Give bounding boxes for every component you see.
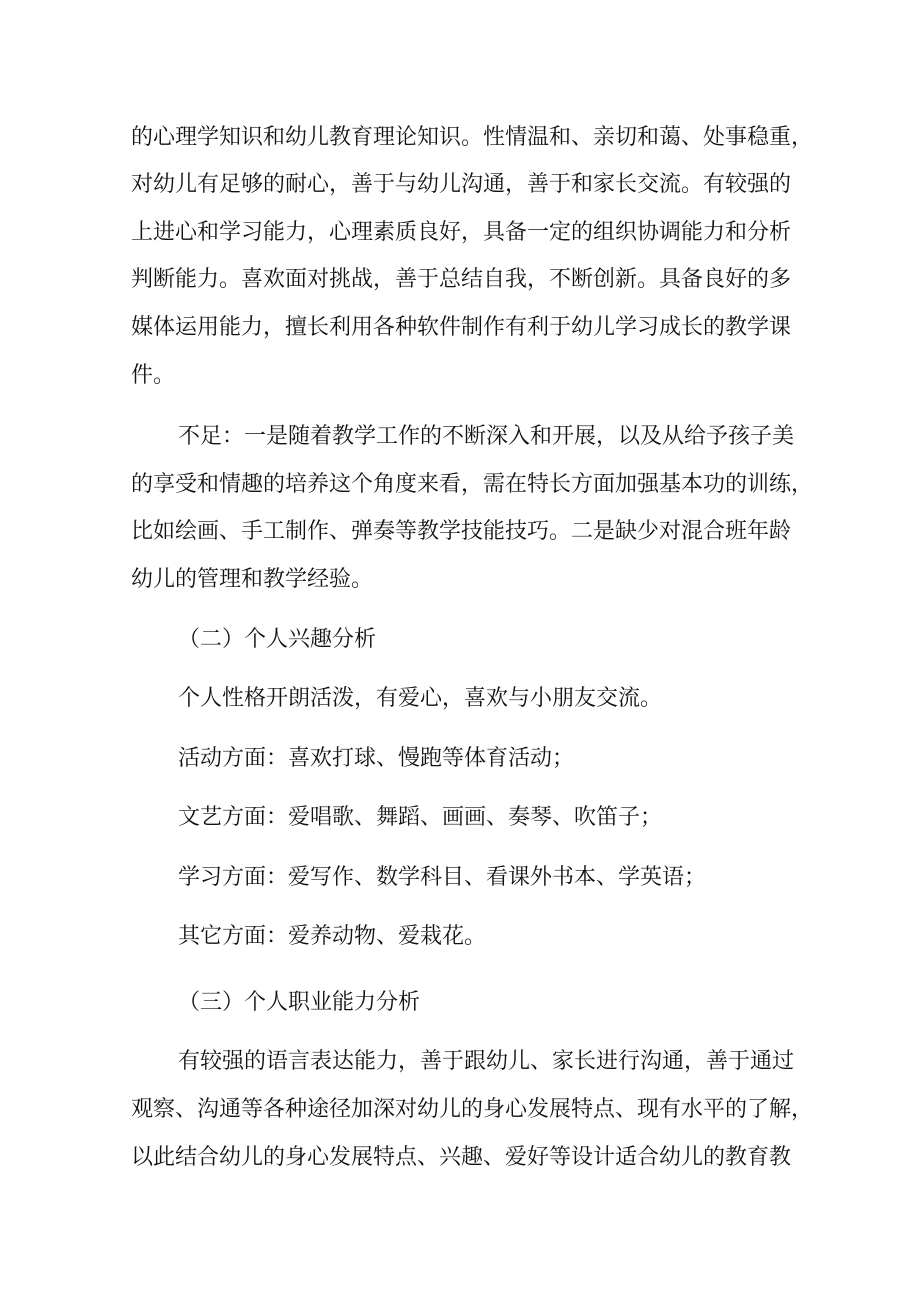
paragraph-3-line-3: 以此结合幼儿的身心发展特点、兴趣、爱好等设计适合幼儿的教育教 — [131, 1145, 792, 1170]
paragraph-2-line-3: 比如绘画、手工制作、弹奏等教学技能技巧。二是缺少对混合班年龄 — [131, 519, 792, 544]
section-heading-interests: （二）个人兴趣分析 — [178, 627, 377, 652]
paragraph-3-line-1: 有较强的语言表达能力，善于跟幼儿、家长进行沟通，善于通过 — [178, 1049, 795, 1074]
section-heading-career-ability: （三）个人职业能力分析 — [178, 990, 421, 1015]
paragraph-1-line-1: 的心理学知识和幼儿教育理论知识。性情温和、亲切和蔼、处事稳重， — [131, 125, 814, 150]
interest-item: 个人性格开朗活泼，有爱心，喜欢与小朋友交流。 — [178, 686, 663, 711]
interest-item: 文艺方面：爱唱歌、舞蹈、画画、奏琴、吹笛子； — [178, 805, 663, 830]
paragraph-1-line-2: 对幼儿有足够的耐心，善于与幼儿沟通，善于和家长交流。有较强的 — [131, 172, 792, 197]
paragraph-3-line-2: 观察、沟通等各种途径加深对幼儿的身心发展特点、现有水平的了解， — [131, 1097, 814, 1122]
interest-item: 其它方面：爱养动物、爱栽花。 — [178, 924, 487, 949]
paragraph-1-line-3: 上进心和学习能力，心理素质良好，具备一定的组织协调能力和分析 — [131, 220, 792, 245]
interest-item: 学习方面：爱写作、数学科目、看课外书本、学英语； — [178, 865, 707, 890]
interest-item: 活动方面：喜欢打球、慢跑等体育活动； — [178, 746, 575, 771]
paragraph-2-line-4: 幼儿的管理和教学经验。 — [131, 567, 374, 592]
paragraph-2-line-1: 不足：一是随着教学工作的不断深入和开展，以及从给予孩子美 — [178, 424, 795, 449]
paragraph-1-line-4: 判断能力。喜欢面对挑战，善于总结自我，不断创新。具备良好的多 — [131, 267, 792, 292]
paragraph-1-line-5: 媒体运用能力，擅长利用各种软件制作有利于幼儿学习成长的教学课 — [131, 315, 792, 340]
paragraph-2-line-2: 的享受和情趣的培养这个角度来看，需在特长方面加强基本功的训练， — [131, 472, 814, 497]
paragraph-1-line-6: 件。 — [131, 363, 176, 388]
